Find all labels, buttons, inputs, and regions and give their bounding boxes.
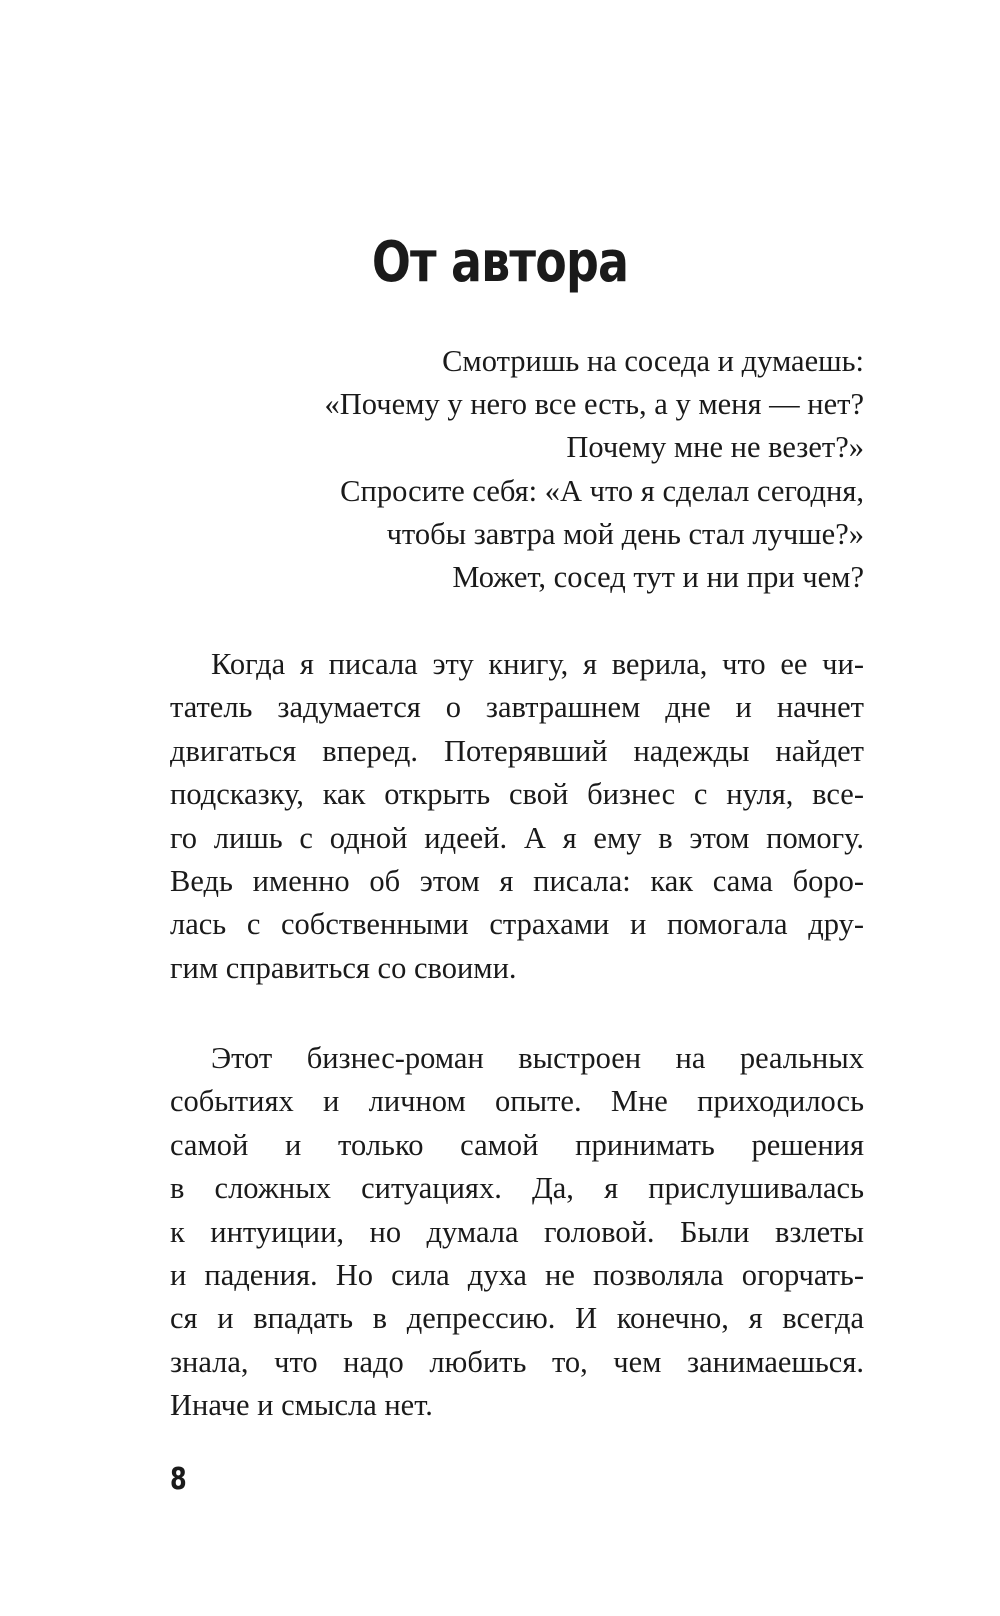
- text-line: к интуиции, но думала головой. Были взлеты: [170, 1214, 864, 1249]
- text-line: Когда я писала эту книгу, я верила, что ее чи-: [211, 647, 864, 681]
- text-line: знала, что надо любить то, чем занимаешься.: [170, 1344, 864, 1379]
- text-line: го лишь с одной идеей. А я ему в этом помогу.: [170, 820, 864, 855]
- text-line: в сложных ситуациях. Да, я прислушивалась: [170, 1171, 864, 1206]
- text-line: и падения. Но сила духа не позволяла огорчать-: [170, 1258, 864, 1293]
- text-line: Ведь именно об этом я писала: как сама боро-: [170, 864, 864, 899]
- epigraph-line: чтобы завтра мой день стал лучше?»: [386, 516, 864, 551]
- epigraph-line: Почему мне не везет?»: [566, 430, 864, 465]
- epigraph: [170, 340, 864, 599]
- text-line: гим справиться со своими.: [170, 950, 517, 985]
- text-line: ся и впадать в депрессию. И конечно, я всегда: [170, 1301, 864, 1336]
- chapter-title: От автора: [371, 230, 629, 295]
- text-line: самой и только самой принимать решения: [170, 1127, 864, 1162]
- epigraph-line: Может, сосед тут и ни при чем?: [452, 560, 864, 595]
- epigraph-line: Смотришь на соседа и думаешь:: [442, 344, 864, 378]
- text-line: двигаться вперед. Потерявший надежды найдет: [170, 733, 864, 768]
- text-line: татель задумается о завтрашнем дне и начнет: [170, 690, 864, 725]
- text-line: Этот бизнес-роман выстроен на реальных: [211, 1041, 864, 1075]
- epigraph-line: Спросите себя: «А что я сделал сегодня,: [340, 473, 864, 508]
- text-line: подсказку, как открыть свой бизнес с нуля, все-: [170, 777, 864, 812]
- page-number: 8: [170, 1462, 187, 1497]
- paragraph-2: [170, 1037, 864, 1428]
- text-line: Иначе и смысла нет.: [170, 1388, 433, 1423]
- text-line: лась с собственными страхами и помогала дру-: [170, 907, 864, 942]
- epigraph-line: «Почему у него все есть, а у меня — нет?: [324, 387, 864, 422]
- paragraph-1: [170, 643, 864, 990]
- text-line: событиях и личном опыте. Мне приходилось: [170, 1084, 864, 1119]
